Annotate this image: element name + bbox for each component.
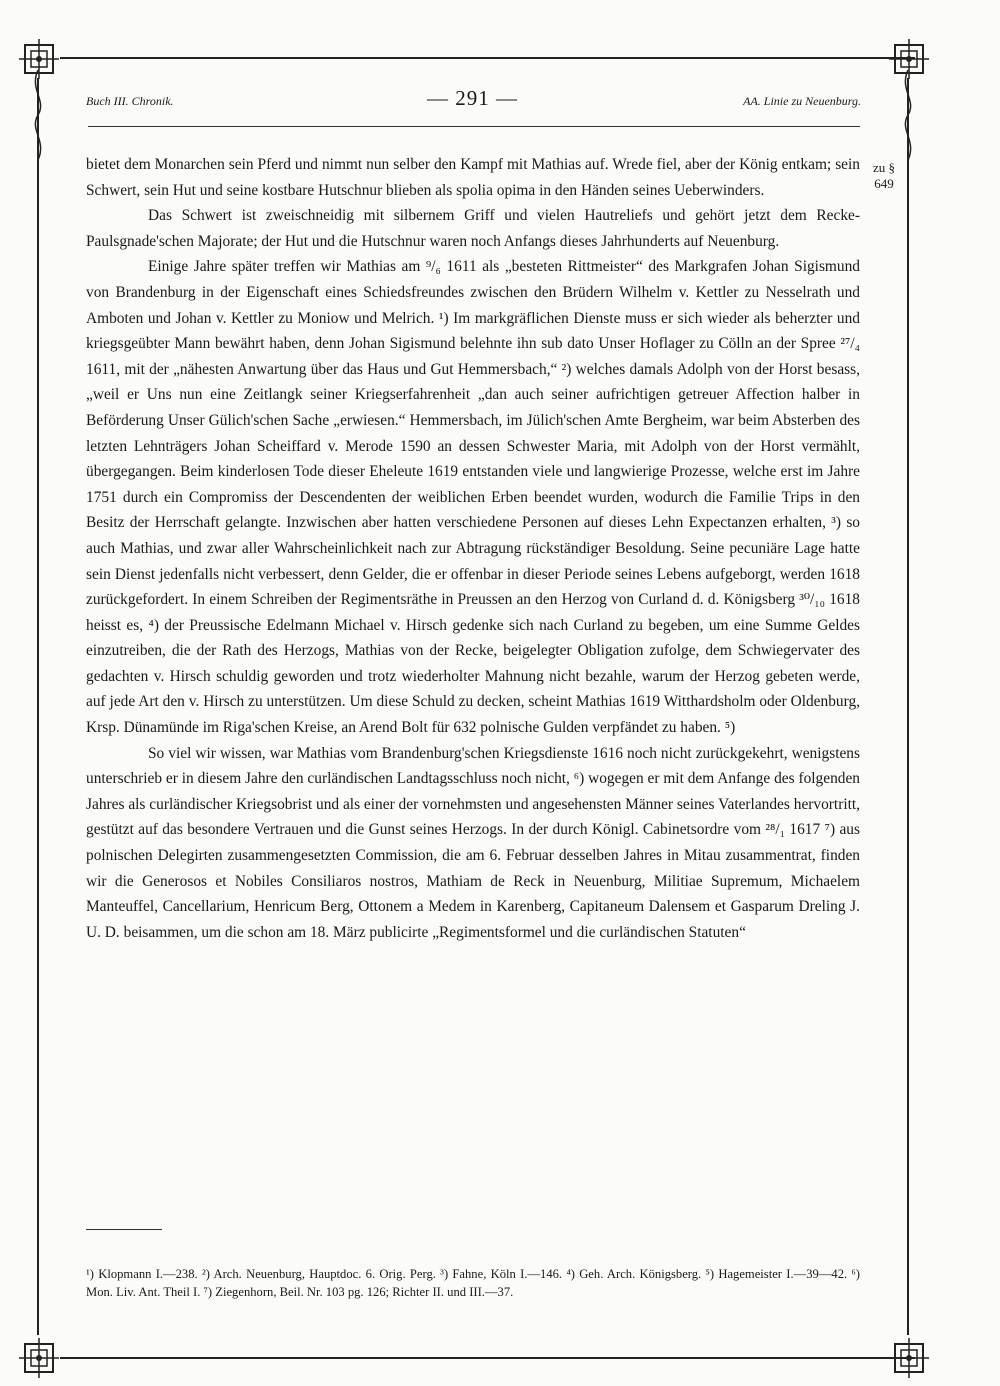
side-ornament-right-icon bbox=[897, 70, 919, 160]
header-section-title: AA. Linie zu Neuenburg. bbox=[743, 94, 861, 108]
frame-right-line bbox=[907, 78, 909, 1335]
header-rule bbox=[88, 126, 860, 127]
frame-bottom-line bbox=[60, 1357, 915, 1359]
footnote-text: ¹) Klopmann I.—238. ²) Arch. Neuenburg, Hauptdoc. 6. Orig. Perg. ³) Fahne, Köln I.—146. ⁴) Geh. Arch. Königsberg. ⁵) Hagemeister I.—39—42. ⁶) Mon. Liv. Ant. Theil I. ⁷) Ziegenhorn, Beil. Nr. 103 pg. 126; Richter II. und III.—37. bbox=[86, 1267, 860, 1299]
paragraph-3: Einige Jahre später treffen wir Mathias am ⁹/₆ 1611 als „besteten Rittmeister“ des Markgrafen Johan Sigismund von Brandenburg in der Eigenschaft eines Schiedsfreundes zwischen den Brüdern Wilhelm v. Kettler zu Nesselrath und Amboten und Johan v. Kettler zu Moniow und Melrich. ¹) Im markgräflichen Dienste muss er sich wieder als beherzter und kriegsgeübter Mann bewährt haben, denn Johan Sigismund belehnte ihn sub dato Unser Hoflager zu Cölln an der Spree ²⁷/₄ 1611, mit der „nähesten Anwartung über das Haus und Gut Hemmersbach,“ ²) welches damals Adolph von der Horst besass, „weil er Uns nun eine Zeitlangk seiner Kriegserfahrenheit „dan auch seiner aufrichtigen getreuer Affection halber in Beförderung Unser Gülich'schen Sache „erwiesen.“ Hemmersbach, im Jülich'schen Amte Bergheim, war beim Absterben des letzten Lehnträgers Johan Scheiffard v. Merode 1590 an dessen Schwester Maria, mit Adolph von der Horst vermählt, übergegangen. Beim kinderlosen Tode dieser Eheleute 1619 entstanden viele und langwierige Prozesse, welche erst im Jahre 1751 durch ein Compromiss der Descendenten der weiblichen Erben beendet wurden, wodurch die Familie Trips in den Besitz der Herrschaft gelangte. Inzwischen aber hatten verschiedene Personen auf dieses Lehn Expectanzen erhalten, ³) so auch Mathias, und zwar aller Wahrscheinlichkeit nach zur Abtragung rückständiger Besoldung. Seine pecuniäre Lage hatte sein Dienst jedenfalls nicht verbessert, denn Gelder, die er offenbar in dieser Periode seines Lebens aufgeborgt, werden 1618 zurückgefordert. In einem Schreiben der Regimentsräthe in Preussen an den Herzog von Curland d. d. Königsberg ³⁰/₁₀ 1618 heisst es, ⁴) der Preussische Edelmann Michael v. Hirsch gedenke sich nach Curland zu begeben, um eine Summe Geldes einzutreiben, die der Rath des Herzogs, Mathias von der Recke, beigelegter Obligation zufolge, dem Schwiegervater des gedachten v. Hirsch schuldig geworden und trotz wiederholter Mahnung nicht bezahle, warum der Herzog gebeten werde, auf jede Art den v. Hirsch zu unterstützen. Um diese Schuld zu decken, scheint Mathias 1619 Witthardsholm oder Oldenburg, Krsp. Dünamünde im Riga'schen Kreise, an Arend Bolt für 632 polnische Gulden verpfändet zu haben. ⁵) bbox=[86, 258, 860, 737]
page-number: — 291 — bbox=[427, 86, 518, 110]
paragraph-4: So viel wir wissen, war Mathias vom Brandenburg'schen Kriegsdienste 1616 noch nicht zurückgekehrt, wenigstens unterschrieb er in diesem Jahre den curländischen Landtagsschluss noch nicht, ⁶) wogegen er mit dem Anfange des folgenden Jahres als curländischer Kriegsobrist und als einer der vornehmsten und angesehensten Männer seines Vaterlandes hervortritt, gestützt auf das besondere Vertrauen und die Gunst seines Herzogs. In der durch Königl. Cabinetsordre vom ²⁸/₁ 1617 ⁷) aus polnischen Delegirten zusammengesetzten Commission, die am 6. Februar desselben Jahres in Mitau zusammentrat, finden wir die Generosos et Nobiles Consiliaros nostros, Mathiam de Reck in Neuenburg, Militiae Supremum, Michaelem Manteuffel, Cancellarium, Henricum Berg, Ottonem a Medem in Karenberg, Capitaneum Dalensem et Gasparum Dreling J. U. D. beisammen, um die schon am 18. März publicirte „Regimentsformel und die curländischen Statuten“ bbox=[86, 744, 860, 941]
footnotes bbox=[86, 1266, 860, 1301]
paragraph-1: bietet dem Monarchen sein Pferd und nimmt nun selber den Kampf mit Mathias auf. Wrede fiel, aber der König entkam; sein Schwert, sein Hut und seine kostbare Hutschnur blieben als spolia opima in den Händen seines Ueberwinders. bbox=[86, 156, 860, 199]
corner-ornament-bottom-left-icon bbox=[17, 1336, 61, 1380]
body-text bbox=[86, 152, 860, 945]
header-book-title: Buch III. Chronik. bbox=[86, 94, 174, 108]
corner-ornament-bottom-right-icon bbox=[887, 1336, 931, 1380]
running-header bbox=[80, 86, 865, 116]
margin-note: zu § 649 bbox=[872, 160, 896, 191]
paragraph-2: Das Schwert ist zweischneidig mit silbernem Griff und vielen Hautreliefs und gehört jetzt dem Recke-Paulsgnade'schen Majorate; der Hut und die Hutschnur waren noch Anfangs dieses Jahrhunderts auf Neuenburg. bbox=[86, 207, 860, 250]
footnote-rule bbox=[86, 1229, 162, 1230]
frame-top-line bbox=[60, 57, 915, 59]
frame-left-line bbox=[37, 78, 39, 1335]
side-ornament-left-icon bbox=[27, 70, 49, 160]
